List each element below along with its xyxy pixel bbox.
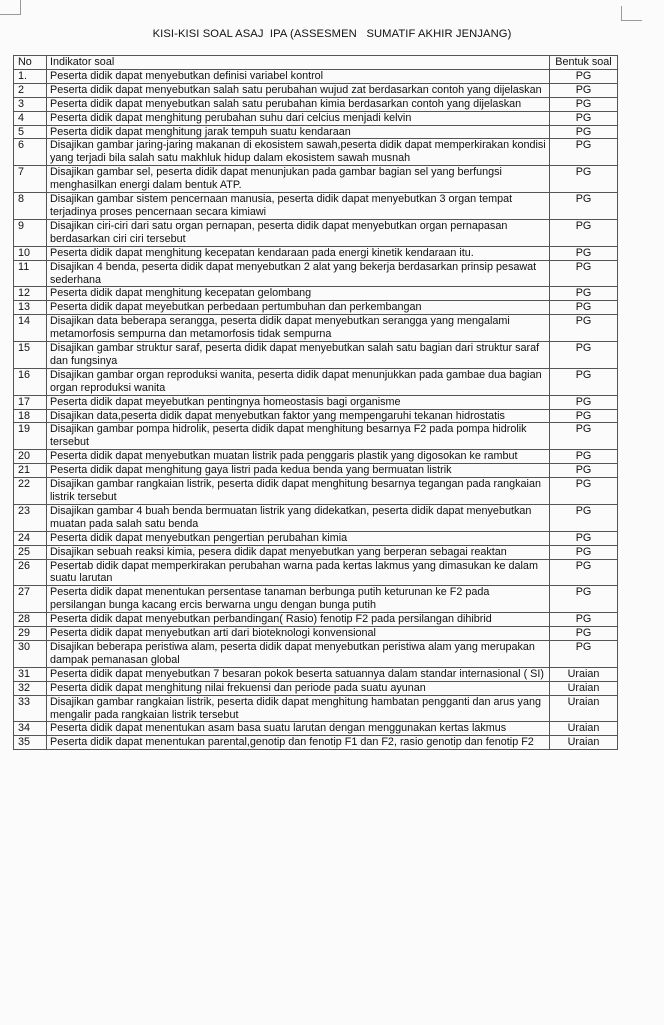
- row-number: 24: [14, 531, 47, 545]
- header-no: No: [14, 56, 47, 70]
- row-question-type: PG: [550, 464, 618, 478]
- row-question-type: PG: [550, 315, 618, 342]
- row-number: 9: [14, 219, 47, 246]
- row-number: 19: [14, 423, 47, 450]
- table-row: [14, 315, 618, 342]
- row-number: 25: [14, 545, 47, 559]
- table-row: [14, 640, 618, 667]
- row-indicator: Disajikan gambar rangkaian listrik, peserta didik dapat menghitung hambatan pengganti dan arus yang mengalir pada rangkaian listrik tersebut: [47, 695, 550, 722]
- table-row: [14, 531, 618, 545]
- row-number: 3: [14, 97, 47, 111]
- row-question-type: Uraian: [550, 681, 618, 695]
- row-number: 23: [14, 504, 47, 531]
- row-question-type: PG: [550, 450, 618, 464]
- table-row: [14, 97, 618, 111]
- crop-mark-top-right: [621, 6, 642, 21]
- row-question-type: Uraian: [550, 736, 618, 750]
- row-indicator: Peserta didik dapat menghitung perubahan suhu dari celcius menjadi kelvin: [47, 111, 550, 125]
- row-indicator: Peserta didik dapat menyebutkan arti dari bioteknologi konvensional: [47, 627, 550, 641]
- table-row: [14, 423, 618, 450]
- row-question-type: PG: [550, 478, 618, 505]
- table-row: [14, 722, 618, 736]
- row-question-type: PG: [550, 531, 618, 545]
- row-indicator: Peserta didik dapat meyebutkan perbedaan pertumbuhan dan perkembangan: [47, 301, 550, 315]
- row-indicator: Disajikan gambar struktur saraf, peserta didik dapat menyebutkan salah satu bagian dari struktur saraf dan fungsinya: [47, 342, 550, 369]
- table-row: [14, 478, 618, 505]
- row-question-type: PG: [550, 69, 618, 83]
- row-number: 7: [14, 166, 47, 193]
- table-row: [14, 139, 618, 166]
- row-number: 35: [14, 736, 47, 750]
- row-question-type: PG: [550, 260, 618, 287]
- row-number: 22: [14, 478, 47, 505]
- row-indicator: Disajikan gambar sel, peserta didik dapat menunjukan pada gambar bagian sel yang berfungsi menghasilkan energi dalam bentuk ATP.: [47, 166, 550, 193]
- row-question-type: PG: [550, 545, 618, 559]
- row-number: 18: [14, 409, 47, 423]
- row-number: 32: [14, 681, 47, 695]
- row-indicator: Peserta didik dapat menghitung kecepatan kendaraan pada energi kinetik kendaraan itu.: [47, 246, 550, 260]
- row-question-type: PG: [550, 613, 618, 627]
- row-indicator: Peserta didik dapat menyebutkan definisi variabel kontrol: [47, 69, 550, 83]
- row-question-type: PG: [550, 111, 618, 125]
- table-row: [14, 111, 618, 125]
- table-row: [14, 627, 618, 641]
- row-question-type: PG: [550, 139, 618, 166]
- table-row: [14, 368, 618, 395]
- table-row: [14, 125, 618, 139]
- row-question-type: PG: [550, 368, 618, 395]
- row-indicator: Peserta didik dapat menyebutkan muatan listrik pada penggaris plastik yang digosokan ke rambut: [47, 450, 550, 464]
- table-row: [14, 736, 618, 750]
- row-number: 26: [14, 559, 47, 586]
- table-row: [14, 613, 618, 627]
- row-number: 5: [14, 125, 47, 139]
- row-question-type: PG: [550, 627, 618, 641]
- row-indicator: Peserta didik dapat menentukan parental,genotip dan fenotip F1 dan F2, rasio genotip dan fenotip F2: [47, 736, 550, 750]
- row-question-type: PG: [550, 125, 618, 139]
- row-question-type: PG: [550, 83, 618, 97]
- row-indicator: Peserta didik dapat menghitung nilai frekuensi dan periode pada suatu ayunan: [47, 681, 550, 695]
- row-question-type: Uraian: [550, 695, 618, 722]
- row-question-type: Uraian: [550, 667, 618, 681]
- table-row: [14, 287, 618, 301]
- row-indicator: Peserta didik dapat menyebutkan salah satu perubahan wujud zat berdasarkan contoh yang dijelaskan: [47, 83, 550, 97]
- row-number: 8: [14, 193, 47, 220]
- row-indicator: Peserta didik dapat menyebutkan 7 besaran pokok beserta satuannya dalam standar internasional ( SI): [47, 667, 550, 681]
- row-number: 10: [14, 246, 47, 260]
- row-indicator: Disajikan gambar 4 buah benda bermuatan listrik yang didekatkan, peserta didik dapat menyebutkan muatan pada salah satu benda: [47, 504, 550, 531]
- row-indicator: Peserta didik dapat menghitung jarak tempuh suatu kendaraan: [47, 125, 550, 139]
- row-number: 28: [14, 613, 47, 627]
- document-title: KISI-KISI SOAL ASAJ IPA (ASSESMEN SUMATIF AKHIR JENJANG): [152, 28, 512, 40]
- table-row: [14, 545, 618, 559]
- row-indicator: Disajikan 4 benda, peserta didik dapat menyebutkan 2 alat yang bekerja berdasarkan prinsip pesawat sederhana: [47, 260, 550, 287]
- row-indicator: Disajikan gambar organ reproduksi wanita, peserta didik dapat menunjukkan pada gambae dua bagian organ reproduksi wanita: [47, 368, 550, 395]
- table-row: [14, 667, 618, 681]
- row-question-type: PG: [550, 423, 618, 450]
- header-bentuk-soal: Bentuk soal: [550, 56, 618, 70]
- row-indicator: Disajikan data,peserta didik dapat menyebutkan faktor yang mempengaruhi tekanan hidrostatis: [47, 409, 550, 423]
- row-number: 20: [14, 450, 47, 464]
- row-indicator: Disajikan gambar jaring-jaring makanan di ekosistem sawah,peserta didik dapat memperkirakan kondisi yang terjadi bila salah satu makhluk hidup dalam ekosistem sawah musnah: [47, 139, 550, 166]
- row-indicator: Peserta didik dapat menyebutkan salah satu perubahan kimia berdasarkan contoh yang dijelaskan: [47, 97, 550, 111]
- table-row: [14, 69, 618, 83]
- row-question-type: PG: [550, 166, 618, 193]
- table-row: [14, 395, 618, 409]
- row-indicator: Peserta didik dapat menentukan asam basa suatu larutan dengan menggunakan kertas lakmus: [47, 722, 550, 736]
- row-question-type: PG: [550, 219, 618, 246]
- row-indicator: Disajikan ciri-ciri dari satu organ pernapan, peserta didik dapat menyebutkan organ pernapasan berdasarkan ciri ciri tersebut: [47, 219, 550, 246]
- row-indicator: Disajikan beberapa peristiwa alam, peserta didik dapat menyebutkan peristiwa alam yang merupakan dampak pemanasan global: [47, 640, 550, 667]
- row-question-type: PG: [550, 246, 618, 260]
- row-indicator: Peserta didik dapat menghitung kecepatan gelombang: [47, 287, 550, 301]
- row-number: 11: [14, 260, 47, 287]
- row-indicator: Disajikan sebuah reaksi kimia, pesera didik dapat menyebutkan yang berperan sebagai reaktan: [47, 545, 550, 559]
- row-question-type: PG: [550, 409, 618, 423]
- table-header-row: [14, 56, 618, 70]
- table-row: [14, 83, 618, 97]
- row-number: 30: [14, 640, 47, 667]
- table-row: [14, 695, 618, 722]
- row-number: 27: [14, 586, 47, 613]
- crop-mark-top-left: [0, 0, 21, 15]
- row-question-type: PG: [550, 640, 618, 667]
- row-number: 21: [14, 464, 47, 478]
- row-question-type: PG: [550, 301, 618, 315]
- table-row: [14, 504, 618, 531]
- table-row: [14, 559, 618, 586]
- row-indicator: Peserta didik dapat meyebutkan pentingnya homeostasis bagi organisme: [47, 395, 550, 409]
- table-row: [14, 681, 618, 695]
- row-number: 13: [14, 301, 47, 315]
- row-indicator: Disajikan gambar pompa hidrolik, peserta didik dapat menghitung besarnya F2 pada pompa hidrolik tersebut: [47, 423, 550, 450]
- row-indicator: Peserta didik dapat menghitung gaya listri pada kedua benda yang bermuatan listrik: [47, 464, 550, 478]
- header-indikator: Indikator soal: [47, 56, 550, 70]
- row-indicator: Disajikan gambar sistem pencernaan manusia, peserta didik dapat menyebutkan 3 organ tempat terjadinya proses pencernaan secara kimiawi: [47, 193, 550, 220]
- row-question-type: PG: [550, 395, 618, 409]
- kisi-kisi-table: [13, 55, 618, 750]
- row-number: 16: [14, 368, 47, 395]
- row-number: 34: [14, 722, 47, 736]
- row-number: 6: [14, 139, 47, 166]
- table-row: [14, 246, 618, 260]
- table-row: [14, 193, 618, 220]
- row-question-type: Uraian: [550, 722, 618, 736]
- table-row: [14, 409, 618, 423]
- row-indicator: Pesertab didik dapat memperkirakan perubahan warna pada kertas lakmus yang dimasukan ke dalam suatu larutan: [47, 559, 550, 586]
- row-number: 4: [14, 111, 47, 125]
- row-number: 12: [14, 287, 47, 301]
- table-row: [14, 464, 618, 478]
- row-indicator: Disajikan gambar rangkaian listrik, peserta didik dapat menghitung besarnya tegangan pada rangkaian listrik tersebut: [47, 478, 550, 505]
- row-question-type: PG: [550, 559, 618, 586]
- table-row: [14, 450, 618, 464]
- table-row: [14, 166, 618, 193]
- row-number: 2: [14, 83, 47, 97]
- row-question-type: PG: [550, 193, 618, 220]
- table-row: [14, 301, 618, 315]
- row-number: 17: [14, 395, 47, 409]
- table-row: [14, 586, 618, 613]
- row-question-type: PG: [550, 586, 618, 613]
- row-question-type: PG: [550, 97, 618, 111]
- row-number: 29: [14, 627, 47, 641]
- row-question-type: PG: [550, 342, 618, 369]
- table-row: [14, 342, 618, 369]
- row-number: 14: [14, 315, 47, 342]
- row-number: 31: [14, 667, 47, 681]
- row-indicator: Peserta didik dapat menentukan persentase tanaman berbunga putih keturunan ke F2 pada persilangan bunga kacang ercis berwarna ungu dengan bunga putih: [47, 586, 550, 613]
- row-indicator: Peserta didik dapat menyebutkan perbandingan( Rasio) fenotip F2 pada persilangan dihibrid: [47, 613, 550, 627]
- table-row: [14, 219, 618, 246]
- row-question-type: PG: [550, 287, 618, 301]
- row-number: 1.: [14, 69, 47, 83]
- row-question-type: PG: [550, 504, 618, 531]
- row-number: 15: [14, 342, 47, 369]
- row-number: 33: [14, 695, 47, 722]
- row-indicator: Disajikan data beberapa serangga, peserta didik dapat menyebutkan serangga yang mengalami metamorfosis sempurna dan metamorfosis tidak sempurna: [47, 315, 550, 342]
- row-indicator: Peserta didik dapat menyebutkan pengertian perubahan kimia: [47, 531, 550, 545]
- table-row: [14, 260, 618, 287]
